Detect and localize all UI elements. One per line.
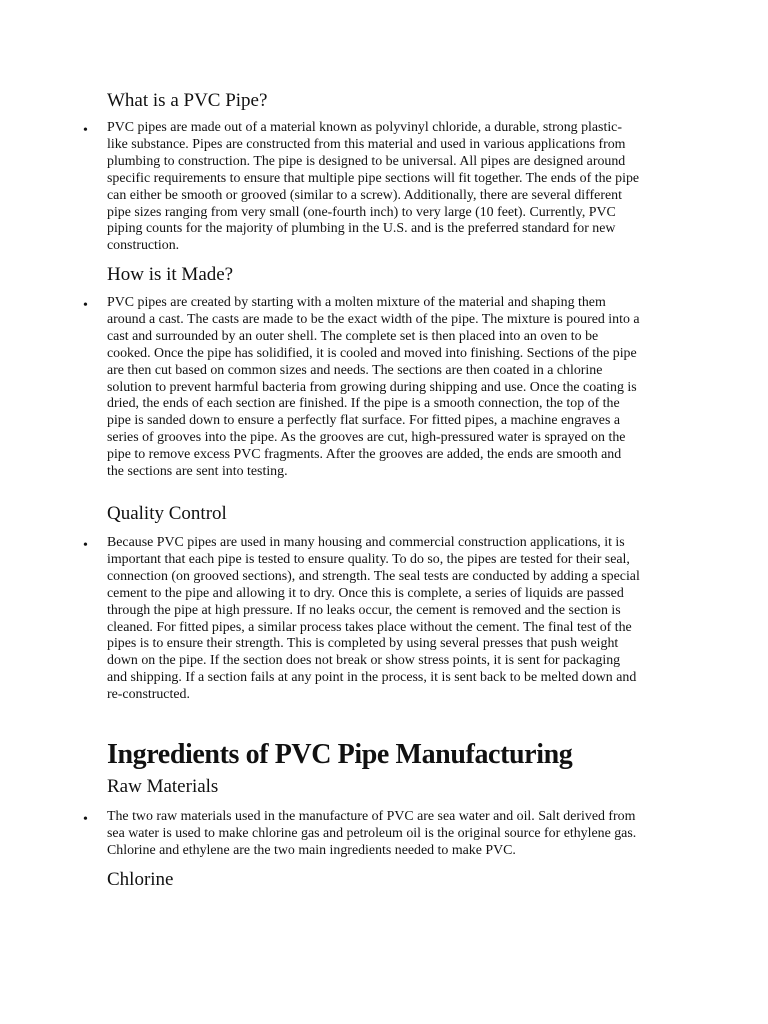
text-line: solution to prevent harmful bacteria from growing during shipping and use. Once the coating is (107, 379, 637, 395)
heading-how-is-it-made: How is it Made? (107, 264, 234, 285)
text-line: through the pipe at high pressure. If no leaks occur, the cement is removed and the section is (107, 602, 621, 618)
bullet-marker: • (83, 538, 88, 553)
text-line: can either be smooth or grooved (similar to a screw). Additionally, there are several different (107, 187, 622, 203)
bullet-marker: • (83, 812, 88, 827)
text-line: Chlorine and ethylene are the two main ingredients needed to make PVC. (107, 842, 516, 858)
text-line: the sections are sent into testing. (107, 464, 288, 480)
text-line: important that each pipe is tested to ensure quality. To do so, the pipes are tested for their seal, (107, 551, 630, 567)
heading-raw-materials: Raw Materials (107, 776, 219, 797)
heading-ingredients-of-pvc-pipe-manufacturing: Ingredients of PVC Pipe Manufacturing (107, 739, 573, 770)
text-line: down on the pipe. If the section does not break or show stress points, it is sent for packaging (107, 653, 621, 669)
text-line: pipes is to ensure their strength. This is completed by using several presses that push weight (107, 636, 619, 652)
heading-quality-control: Quality Control (107, 503, 227, 524)
text-line: are then cut based on common sizes and needs. The sections are then coated in a chlorine (107, 362, 603, 378)
text-line: and shipping. If a section fails at any point in the process, it is sent back to be melted down and (107, 670, 637, 686)
text-line: dried, the ends of each section are finished. If the pipe is a smooth connection, the top of the (107, 396, 620, 412)
heading-what-is-pvc-pipe: What is a PVC Pipe? (107, 90, 268, 111)
paragraph-quality-control (107, 535, 665, 704)
paragraph-what-is-pvc-pipe (107, 120, 665, 255)
text-line: pipe sizes ranging from very small (one-fourth inch) to very large (10 feet). Currently, PVC (107, 204, 616, 220)
bullet-marker: • (83, 298, 88, 313)
text-line: cleaned. For fitted pipes, a similar process takes place without the cement. The final test of the (107, 619, 632, 635)
text-line: piping counts for the majority of plumbing in the U.S. and is the preferred standard for new (107, 221, 616, 237)
text-line: pipe to remove excess PVC fragments. After the grooves are added, the ends are smooth and (107, 447, 622, 463)
text-line: like substance. Pipes are constructed from this material and used in various applications from (107, 136, 626, 152)
text-line: cast and surrounded by an outer shell. The complete set is then placed into an oven to be (107, 328, 599, 344)
text-line: sea water is used to make chlorine gas and petroleum oil is the original source for ethylene gas. (107, 825, 637, 841)
text-line: cooked. Once the pipe has solidified, it is cooled and moved into finishing. Sections of the pipe (107, 345, 637, 361)
text-line: pipe is sanded down to ensure a perfectly flat surface. For fitted pipes, a machine engraves a (107, 413, 620, 429)
text-line: The two raw materials used in the manufacture of PVC are sea water and oil. Salt derived from (107, 809, 636, 824)
text-line: series of grooves into the pipe. As the grooves are cut, high-pressured water is sprayed on the (107, 430, 626, 446)
text-line: Because PVC pipes are used in many housing and commercial construction applications, it is (107, 535, 625, 550)
text-line: PVC pipes are created by starting with a molten mixture of the material and shaping them (107, 295, 606, 310)
text-line: PVC pipes are made out of a material known as polyvinyl chloride, a durable, strong plastic- (107, 120, 622, 135)
text-line: re-constructed. (107, 687, 190, 703)
text-line: around a cast. The casts are made to be the exact width of the pipe. The mixture is poured into a (107, 311, 640, 327)
text-line: specific requirements to ensure that multiple pipe sections will fit together. The ends of the pipe (107, 170, 640, 186)
paragraph-how-is-it-made (107, 295, 665, 481)
heading-chlorine: Chlorine (107, 869, 174, 890)
text-line: construction. (107, 238, 180, 254)
text-line: cement to the pipe and allowing it to dry. Once this is complete, a series of liquids are passed (107, 585, 624, 601)
paragraph-raw-materials (107, 809, 665, 860)
text-line: plumbing to construction. The pipe is designed to be universal. All pipes are designed around (107, 153, 626, 169)
bullet-marker: • (83, 123, 88, 138)
text-line: connection (on grooved sections), and strength. The seal tests are conducted by adding a special (107, 568, 640, 584)
